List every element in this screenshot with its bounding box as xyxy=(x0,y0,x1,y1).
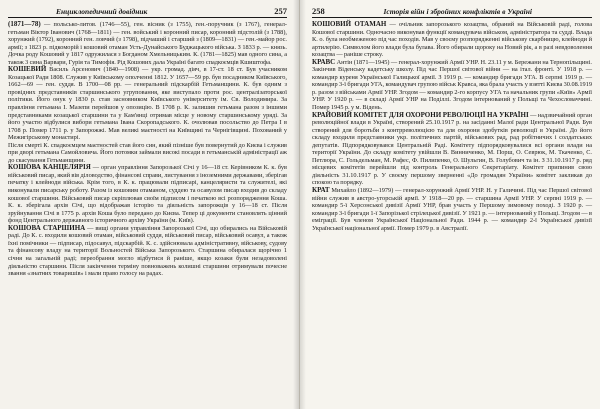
right-page xyxy=(300,0,600,409)
entry-headword: КОШОВА СТАРШИНА xyxy=(8,223,86,232)
left-page-text xyxy=(8,21,287,278)
paragraph: КОШЕВИЙ Василь Арсенович (1840—1908) — укр. громад. діяч, в 17-ст. 18 ст. Був учасником Козацької Ради 1808. Служив у Київському ополченні 1812. У 1657—59 рр. був посадником Київського, 1662—69 — ген. суддя. В 1700—08 рр. — генеральний підскарбій Гетьманщини. К. був одним з провідних представників старшинського угруповання, яке виступало проти рос. централізаторської політики. Його онук у 1830 р. став засновником Київського університету ім. Св. Володимира. За правління гетьмана І. Мазепи перейшов у опозицію. В 1708 р. К. залишив гетьмана разом з іншими представниками козацької старшини та у Кам'янці отримав місце у новому старшинському уряді. За його участю відбулися вибори гетьмана Івана Скоропадського. К. очолював посольство до Петра І в 1708 р. Помер 1711 р. у Запорожжі. Мав великі маєтності на Київщині та Чернігівщині. Похований у Межигірському монастирі. xyxy=(8,65,287,142)
page-number-left: 257 xyxy=(274,6,287,16)
running-head-right xyxy=(312,4,592,18)
entry-headword: КРАВС xyxy=(312,57,336,66)
running-head-left xyxy=(8,4,287,18)
entry-headword: КОШЕВИЙ xyxy=(8,65,47,74)
page-gutter-shadow xyxy=(293,0,299,409)
page-number-right: 258 xyxy=(312,6,325,16)
paragraph: (1871—78) — польсько-литов. (1746—55), ген. вісник (з 1755), ген.-поручник (з 1767), генерал-гетьман Віктор Іванович (1768—1811) — ген. войський і коронний писар, коронний підстолій (з 1788), хорунжий (1792), коронний ген. ловчий (з 1798), підчаший і старший з (1809—1831) — ген.-майор рос. армії; з 1823 р. підкоморій і кошовий отаман Усть-Дунайського Буджацького війська. З 1833 р. — князь. Дочка роду Кошовий у 1817 одружилася з Богданом Хмельницьким. К. (1781—1825) мав одного сина, а також 3 сина Варвари, Гурія та Тимофія. Рід Кошових дала Україні багато спадкоємців Кшиштофа. xyxy=(8,20,287,66)
paragraph: Після смерті К. спадкоємцем маєтностей став його син, який пізніше був повернутий до Києва і служив при дворі гетьмана Самойловича. Його потомки займали високі посади в гетьманській адміністрації аж до скасування Гетьманщини. xyxy=(8,141,287,164)
running-title-right: Історія війн і збройних конфліктів в Україні xyxy=(383,7,532,16)
paragraph: КРАВС Антін (1871—1945) — генерал-хорунжий Армії УНР. Н. 23.11 у м. Бережани на Тернопільщині. Закінчив Віденську кадетську школу. Під час Першої світової війни — на італ. фронті. У 1918 р. — командир куреня Української Галицької армії. З 1919 р. — командир бригади УГА. В серпні 1919 р. — командир 3-ї бригади УГА, командувач групою військ Кравса, яка брала участь у взятті Києва 30.08.1919 р. разом з військами Армії УНР. Згодом — командир 2-го корпусу УГА та начальник групи «Київ» Армії УНР. У 1920 р. — в складі Армії УНР на Поділлі. Згодом інтернований у Польщі та Чехословаччині. Помер 1945 р. у м. Відень. xyxy=(312,57,592,112)
paragraph: КРАТ Михайло (1892—1979) — генерал-хорунжий Армії УНР. Н. у Галичині. Під час Першої світової війни служив в австро-угорській армії. У 1918—20 рр. — старшина Армії УНР. У серпні 1919 р. — командир 5-ї Херсонської дивізії Армії УНР, брав участь у Першому зимовому поході. З 1920 р. — командир 3-ї бригади 1-ї Запорізької стрілецької дивізії. У 1921 р. — інтернований у Польщі. Згодом — в еміграції. Був членом Української Національної Ради. 1944 р. — командир 2-ї Української дивізії Української національної армії. Помер 1979 р. в Австралії. xyxy=(312,186,592,232)
entry-headword: КРАЙОВИЙ КОМІТЕТ ДЛЯ ОХОРОНИ РЕВОЛЮЦІЇ НА УКРАЇНІ xyxy=(312,110,529,119)
entry-headword: КОШОВА КАНЦЕЛЯРІЯ xyxy=(8,163,91,172)
right-page-text xyxy=(312,21,592,232)
entry-headword: (1871—78) xyxy=(8,20,41,28)
paragraph: КРАЙОВИЙ КОМІТЕТ ДЛЯ ОХОРОНИ РЕВОЛЮЦІЇ НА УКРАЇНІ — надзвичайний орган революційної влади в Україні, створений 25.10.1917 р. на засіданні Малої ради Центральної Ради. Був створений для боротьби з контрреволюцією та для охорони здобутків революції в Україні. До його складу входили представники укр. політичних партій, військових рад, рад робітничих і солдатських депутатів. Підпорядковувався Центральній Раді. Комітету підпорядковувалися всі органи влади на території України. До складу комітету увійшли В. Винниченко, М. Порш, О. Севрюк, М. Ткаченко, С. Петлюра, С. Гольдельман, М. Рафес, Ф. Пилипенко, О. Шульгин, В. Голубович та ін. З 31.10.1917 р. ряд місцевих комітетів перейшли під контроль Генерального Секретаріату. Комітет припинив свою діяльність 31.10.1917 р. У своєму першому зверненні «До громадян України» комітет закликав до спокою та порядку. xyxy=(312,110,592,187)
entry-headword: КОШОВИЙ ОТАМАН xyxy=(312,20,387,28)
entry-headword: КРАТ xyxy=(312,186,330,195)
paragraph: КОШОВА СТАРШИНА — вищі органи управління Запорозької Січі, що обирались на Військовій раді. До К. с. входили кошовий отаман, військовий суддя, військовий писар, військовий осавул, а також їхні помічники — підписар, підосавул, підскарбій. К. с. здійснювала адміністративну, військову, судову та фінансову владу на території Вольностей Війська Запорозького. Старшина обиралася щорічно 1 січня на загальній раді; переобрання могло відбутися й раніше, якщо козаки були незадоволені діяльністю старшини. Після закінчення терміну повноважень колишні старшини отримували почесне звання «знатних товаришів» і мали право голосу на радах. xyxy=(8,223,288,278)
page-gutter-shadow xyxy=(300,0,306,409)
paragraph: КОШОВА КАНЦЕЛЯРІЯ — орган управління Запорозької Січі у 16—18 ст. Керівником К. к. був військовий писар, який вів діловодство, фінансові справи, листування з іноземними державами, зберігав печатку і клейноди війська. Крім того, в К. к. працювали підписарі, канцеляристи та служителі, які виконували писарську роботу. Разом із кошовим отаманом, суддею та осавулом писар входив до складу кошової старшини. Військовий писар скріплював своїм підписом і печаткою всі розпорядження Коша. К. к. зберігала архів Січі, що відображав історію та діяльність запорожців у 16—18 ст. Після зруйнування Січі в 1775 р. архів Коша було передано до Києва. Тепер ці документи становлять цінний фонд Центрального державного історичного архіву України (м. Київ). xyxy=(8,163,287,225)
paragraph: КОШОВИЙ ОТАМАН — очільник запорозького козацтва, обраний на Військовій раді, голова Кошової старшини. Одночасно виконував функції командувача військом, адміністратора та судді. Влада К. о. була необмеженою під час походів. Мав у своєму розпорядженні військову скарбницю, клейноди й артилерію. Символом його влади була булава. Його обирали щороку на Новий рік, а в разі невдоволення козацтва — раніше строку. xyxy=(312,20,592,59)
running-title-left: Енциклопедичний довідник xyxy=(56,7,148,16)
